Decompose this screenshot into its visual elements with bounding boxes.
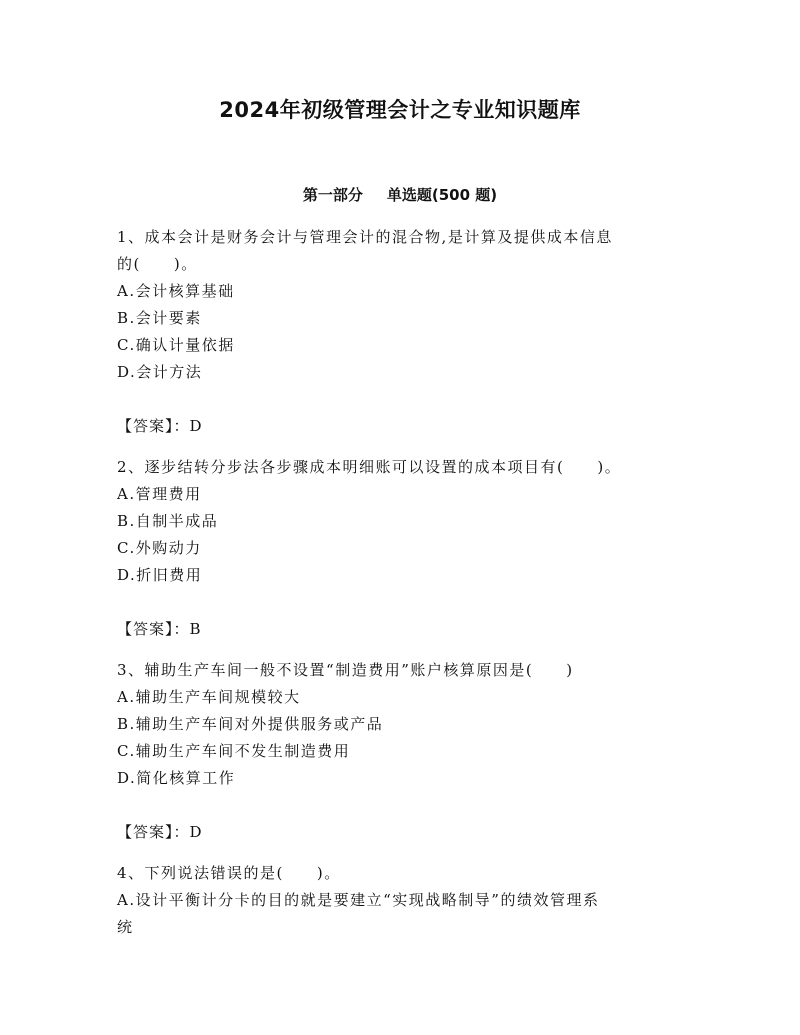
option-a: A.设计平衡计分卡的目的就是要建立“实现战略制导”的绩效管理系	[117, 891, 600, 909]
option-c: C.辅助生产车间不发生制造费用	[117, 742, 351, 760]
question-2	[117, 454, 677, 657]
option-c: C.外购动力	[117, 539, 202, 557]
option-b: B.辅助生产车间对外提供服务或产品	[117, 715, 384, 733]
answer-line	[117, 413, 677, 440]
question-3	[117, 657, 677, 860]
question-stem-continued: 的( )。	[117, 255, 198, 273]
option-b: B.会计要素	[117, 309, 202, 327]
option-d: D.简化核算工作	[117, 769, 236, 787]
question-stem: 1、成本会计是财务会计与管理会计的混合物,是计算及提供成本信息	[117, 228, 613, 246]
question-stem: 3、辅助生产车间一般不设置“制造费用”账户核算原因是( )	[117, 661, 574, 679]
option-d: D.会计方法	[117, 363, 203, 381]
section-name: 单选题(500 题)	[386, 186, 498, 204]
section-heading	[0, 184, 800, 205]
answer-value: B	[189, 620, 203, 638]
option-a: A.辅助生产车间规模较大	[117, 688, 301, 706]
answer-label: 【答案】：	[117, 823, 190, 841]
option-d: D.折旧费用	[117, 566, 203, 584]
answer-label: 【答案】：	[117, 620, 190, 638]
option-c: C.确认计量依据	[117, 336, 235, 354]
question-4	[117, 860, 677, 941]
question-list	[117, 224, 677, 941]
option-a: A.管理费用	[117, 485, 202, 503]
answer-label: 【答案】：	[117, 417, 190, 435]
question-stem: 2、逐步结转分步法各步骤成本明细账可以设置的成本项目有( )。	[117, 458, 622, 476]
option-a: A.会计核算基础	[117, 282, 235, 300]
answer-line	[117, 616, 677, 643]
section-part: 第一部分	[302, 186, 363, 204]
option-b: B.自制半成品	[117, 512, 219, 530]
answer-value: D	[189, 823, 204, 841]
question-1	[117, 224, 677, 454]
document-title: 2024年初级管理会计之专业知识题库	[219, 98, 581, 122]
question-stem: 4、下列说法错误的是( )。	[117, 864, 341, 882]
answer-value: D	[189, 417, 204, 435]
option-a-continued: 统	[117, 918, 134, 936]
answer-line	[117, 819, 677, 846]
